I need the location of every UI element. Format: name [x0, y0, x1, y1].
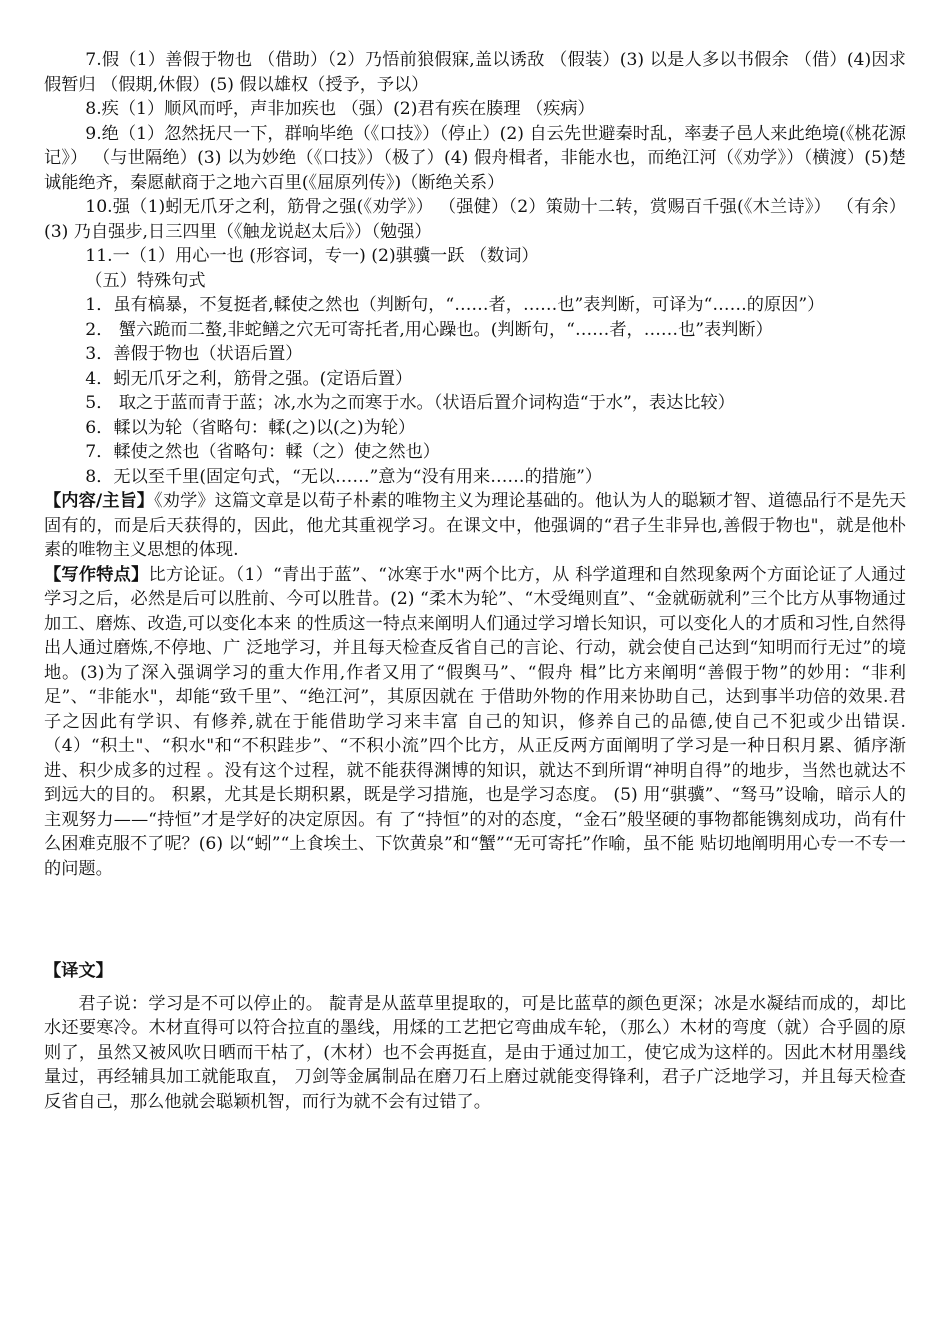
- spacer: [44, 984, 906, 992]
- writing-features-label: 【写作特点】: [44, 564, 149, 585]
- content-theme-label: 【内容/主旨】: [44, 491, 155, 511]
- entry-jia: 7.假（1）善假于物也 （借助）（2）乃悟前狼假寐,盖以诱敌 （假装）(3) 以是人多以书假余 （借）(4)因求假暂归 （假期,休假）(5) 假以雄权（授予，予以）: [44, 50, 906, 95]
- translation-heading: 【译文】: [44, 961, 113, 981]
- writing-features-paragraph: [44, 563, 906, 882]
- special-item-8: 8．无以至千里(固定句式，“无以……”意为“没有用来……的措施”）: [85, 466, 603, 487]
- special-item-2: 2． 蟹六跪而二螯,非蛇鳝之穴无可寄托者,用心躁也。(判断句，“……者，……也”表判断）: [85, 319, 773, 340]
- writing-features-text: 比方论证。（1）“青出于蓝”、“冰寒于水"两个比方，从 科学道理和自然现象两个方面论证了人通过学习之后，必然是后可以胜前、今可以胜昔。(2) “柔木为轮”、“木受绳则直”、“金就砺就利”三个比方从事物通过加工、磨炼、改造,可以变化本来 的性质这一特点来阐明人们通过学习增长知识，可以变化人的才质和习性,自然得出人通过磨炼,不停地、广 泛地学习，并且每天检查反省自己的言论、行动，就会使自己达到“知明而行无过”的境地。(3)为了深入强调学习的重大作用,作者又用了“假舆马”、“假舟 楫”比方来阐明“善假于物”的妙用：“非利足”、“非能水"，却能“致千里”、“绝江河”，其原因就在 于借助外物的作用来协助自己，达到事半功倍的效果.君子之因此有学识、有修养,就在于能借助学习来丰富 自己的知识，修养自己的品德,使自己不犯或少出错误.（4）“积土"、“积水"和“不积跬步”、“不积小流”四个比方，从正反两方面阐明了学习是一种日积月累、循序渐进、积少成多的过程 。没有这个过程，就不能获得渊博的知识，就达不到所谓“神明自得”的地步，当然也就达不到远大的目的。 积累，尤其是长期积累，既是学习措施，也是学习态度。 (5) 用“骐骥”、“驽马”设喻，暗示人的主观努力——“持恒”才是学好的决定原因。有 了“持恒”的对的态度，“金石”般坚硬的事物都能镌刻成功，尚有什么困难克服不了呢？(6) 以“蚓”“上食埃土、下饮黄泉”和“蟹”“无可寄托”作喻，虽不能 贴切地阐明用心专一不专一的问题。: [44, 564, 906, 879]
- spacer: [44, 881, 906, 959]
- special-item-6: 6．輮以为轮（省略句：輮(之)以(之)为轮）: [85, 417, 416, 438]
- special-item-7: 7．輮使之然也（省略句：輮（之）使之然也）: [85, 442, 440, 462]
- special-item-1: 1．虽有槁暴，不复挺者,輮使之然也（判断句，“……者，……也”表判断，可译为“……的原因”）: [85, 295, 825, 315]
- special-item-5: 5． 取之于蓝而青于蓝；冰,水为之而寒于水。（状语后置介词构造“于水”，表达比较）: [85, 393, 735, 413]
- special-item-4: 4．蚓无爪牙之利，筋骨之强。(定语后置）: [85, 368, 413, 389]
- entry-ji: 8.疾（1）顺风而呼，声非加疾也 （强）(2)君有疾在腠理 （疾病）: [85, 99, 595, 119]
- translation-text: 君子说：学习是不可以停止的。 靛青是从蓝草里提取的，可是比蓝草的颜色更深；冰是水凝结而成的，却比水还要寒冷。木材直得可以符合拉直的墨线，用煣的工艺把它弯曲成车轮，（那么）木材的弯度（就）合乎圆的原则了，虽然又被风吹日晒而干枯了，(木材）也不会再挺直，是由于通过加工，使它成为这样的。因此木材用墨线量过，再经辅具加工就能取直， 刀剑等金属制品在磨刀石上磨过就能变得锋利，君子广泛地学习，并且每天检查反省自己，那么他就会聪颖机智，而行为就不会有过错了。: [44, 993, 906, 1112]
- content-theme-text: 《劝学》这篇文章是以荀子朴素的唯物主义为理论基础的。他认为人的聪颖才智、道德品行不是先天固有的，而是后天获得的，因此，他尤其重视学习。在课文中，他强调的“君子生非异也,善假于物也"，就是他朴素的唯物主义思想的体现.: [44, 491, 907, 560]
- special-item-3: 3．善假于物也（状语后置）: [85, 344, 303, 364]
- entry-yi: 11.一（1）用心一也 (形容词，专一) (2)骐骥一跃 （数词）: [85, 246, 539, 266]
- content-theme-paragraph: [44, 489, 906, 563]
- entry-jue: 9.绝（1）忽然抚尺一下，群响毕绝（《口技》）（停止）(2) 自云先世避秦时乱，率妻子邑人来此绝境(《桃花源记》） （与世隔绝）(3) 以为妙绝（《口技》）（极了）(4) 假舟楫者，非能水也，而绝江河（《劝学》）（横渡）(5)楚诚能绝齐，秦愿献商于之地六百里(《屈原列传》)（断绝关系）: [44, 123, 906, 193]
- special-sentences-heading: （五）特殊句式: [85, 270, 206, 291]
- entry-qiang: 10.强（1)蚓无爪牙之利，筋骨之强(《劝学》） （强健）（2）策勋十二转，赏赐百千强(《木兰诗》） （有余）(3) 乃自强步,日三四里（《触龙说赵太后》）（勉强）: [44, 197, 906, 242]
